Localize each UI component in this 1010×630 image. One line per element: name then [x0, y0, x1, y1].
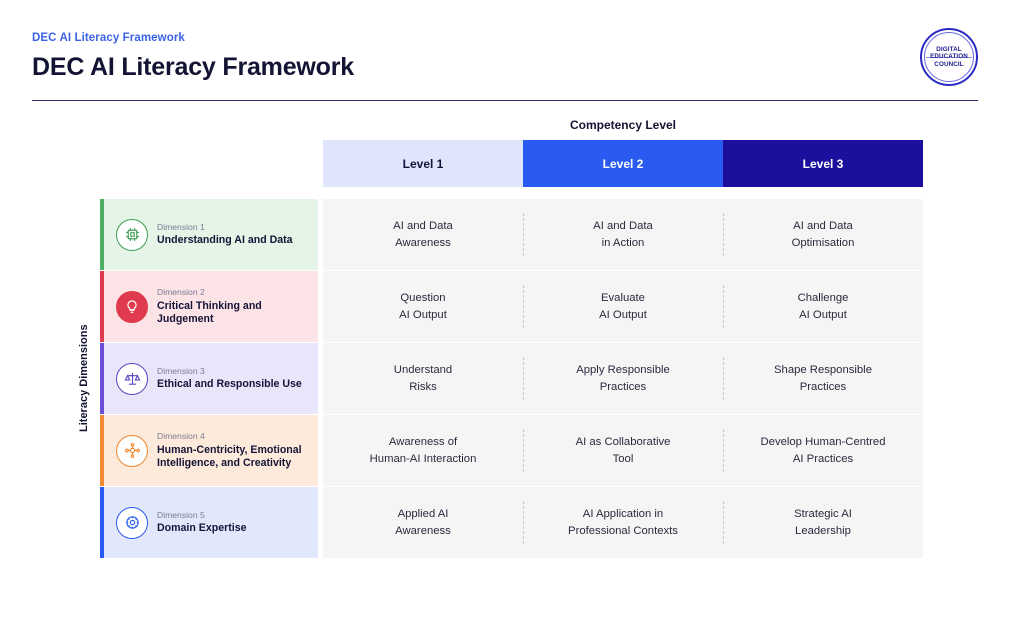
cell-r3-l2: Apply Responsible Practices — [523, 343, 723, 414]
cell-r4-l1: Awareness of Human-AI Interaction — [323, 415, 523, 486]
dimension-text-5 — [157, 510, 247, 535]
dimension-cell-3 — [100, 343, 318, 414]
level-header-1: Level 1 — [323, 140, 523, 187]
cell-r2-l3: Challenge AI Output — [723, 271, 923, 342]
cell-r1-l2: AI and Data in Action — [523, 199, 723, 270]
row-cells-2 — [323, 271, 923, 342]
cell-r3-l1: Understand Risks — [323, 343, 523, 414]
table-row — [100, 271, 923, 342]
dimension-cell-4 — [100, 415, 318, 486]
row-cells-5 — [323, 487, 923, 558]
table-row — [100, 343, 923, 414]
gear-badge-icon — [116, 507, 148, 539]
dimension-text-3 — [157, 366, 302, 391]
cell-r5-l2: AI Application in Professional Contexts — [523, 487, 723, 558]
dimension-kicker-5: Dimension 5 — [157, 509, 205, 520]
table-row — [100, 415, 923, 486]
cell-r5-l1: Applied AI Awareness — [323, 487, 523, 558]
dimension-rows — [100, 199, 923, 559]
dimension-cell-2 — [100, 271, 318, 342]
cell-r2-l2: Evaluate AI Output — [523, 271, 723, 342]
row-cells-4 — [323, 415, 923, 486]
dimension-title-4: Human-Centricity, Emotional Intelligence, and Creativity — [157, 443, 302, 469]
competency-level-axis-label: Competency Level — [569, 118, 677, 132]
level-header-row — [323, 140, 923, 187]
row-cells-3 — [323, 343, 923, 414]
dimension-kicker-3: Dimension 3 — [157, 365, 205, 376]
logo-line-3: COUNCIL — [934, 60, 964, 68]
dimension-text-4 — [157, 431, 318, 469]
table-row — [100, 199, 923, 270]
dimension-title-3: Ethical and Responsible Use — [157, 378, 302, 391]
dimension-text-2 — [157, 287, 318, 325]
lightbulb-icon — [116, 291, 148, 323]
dimension-title-2: Critical Thinking and Judgement — [157, 299, 262, 325]
level-header-3: Level 3 — [723, 140, 923, 187]
dimension-kicker-4: Dimension 4 — [157, 431, 205, 442]
level-header-2: Level 2 — [523, 140, 723, 187]
cell-r2-l1: Question AI Output — [323, 271, 523, 342]
dimension-title-5: Domain Expertise — [157, 522, 247, 535]
people-network-icon — [116, 435, 148, 467]
logo-text — [920, 28, 978, 86]
header-divider — [32, 100, 978, 101]
cell-r4-l3: Develop Human-Centred AI Practices — [723, 415, 923, 486]
balance-scale-icon — [116, 363, 148, 395]
dimension-title-1: Understanding AI and Data — [157, 234, 293, 247]
dimension-kicker-2: Dimension 2 — [157, 287, 205, 298]
page-header — [32, 32, 978, 82]
page-title: DEC AI Literacy Framework — [32, 53, 354, 81]
dimension-cell-1 — [100, 199, 318, 270]
cell-r5-l3: Strategic AI Leadership — [723, 487, 923, 558]
dimension-text-1 — [157, 222, 293, 247]
logo-line-2: EDUCATION — [930, 53, 968, 61]
cell-r1-l3: AI and Data Optimisation — [723, 199, 923, 270]
cell-r4-l2: AI as Collaborative Tool — [523, 415, 723, 486]
digital-education-council-logo — [920, 28, 978, 86]
logo-line-1: DIGITAL — [936, 45, 962, 53]
row-cells-1 — [323, 199, 923, 270]
dimension-kicker-1: Dimension 1 — [157, 221, 205, 232]
cell-r1-l1: AI and Data Awareness — [323, 199, 523, 270]
cell-r3-l3: Shape Responsible Practices — [723, 343, 923, 414]
eyebrow-label: DEC AI Literacy Framework — [32, 32, 185, 44]
chip-icon — [116, 219, 148, 251]
table-row — [100, 487, 923, 558]
literacy-dimensions-axis-label: Literacy Dimensions — [78, 324, 90, 432]
dimension-cell-5 — [100, 487, 318, 558]
